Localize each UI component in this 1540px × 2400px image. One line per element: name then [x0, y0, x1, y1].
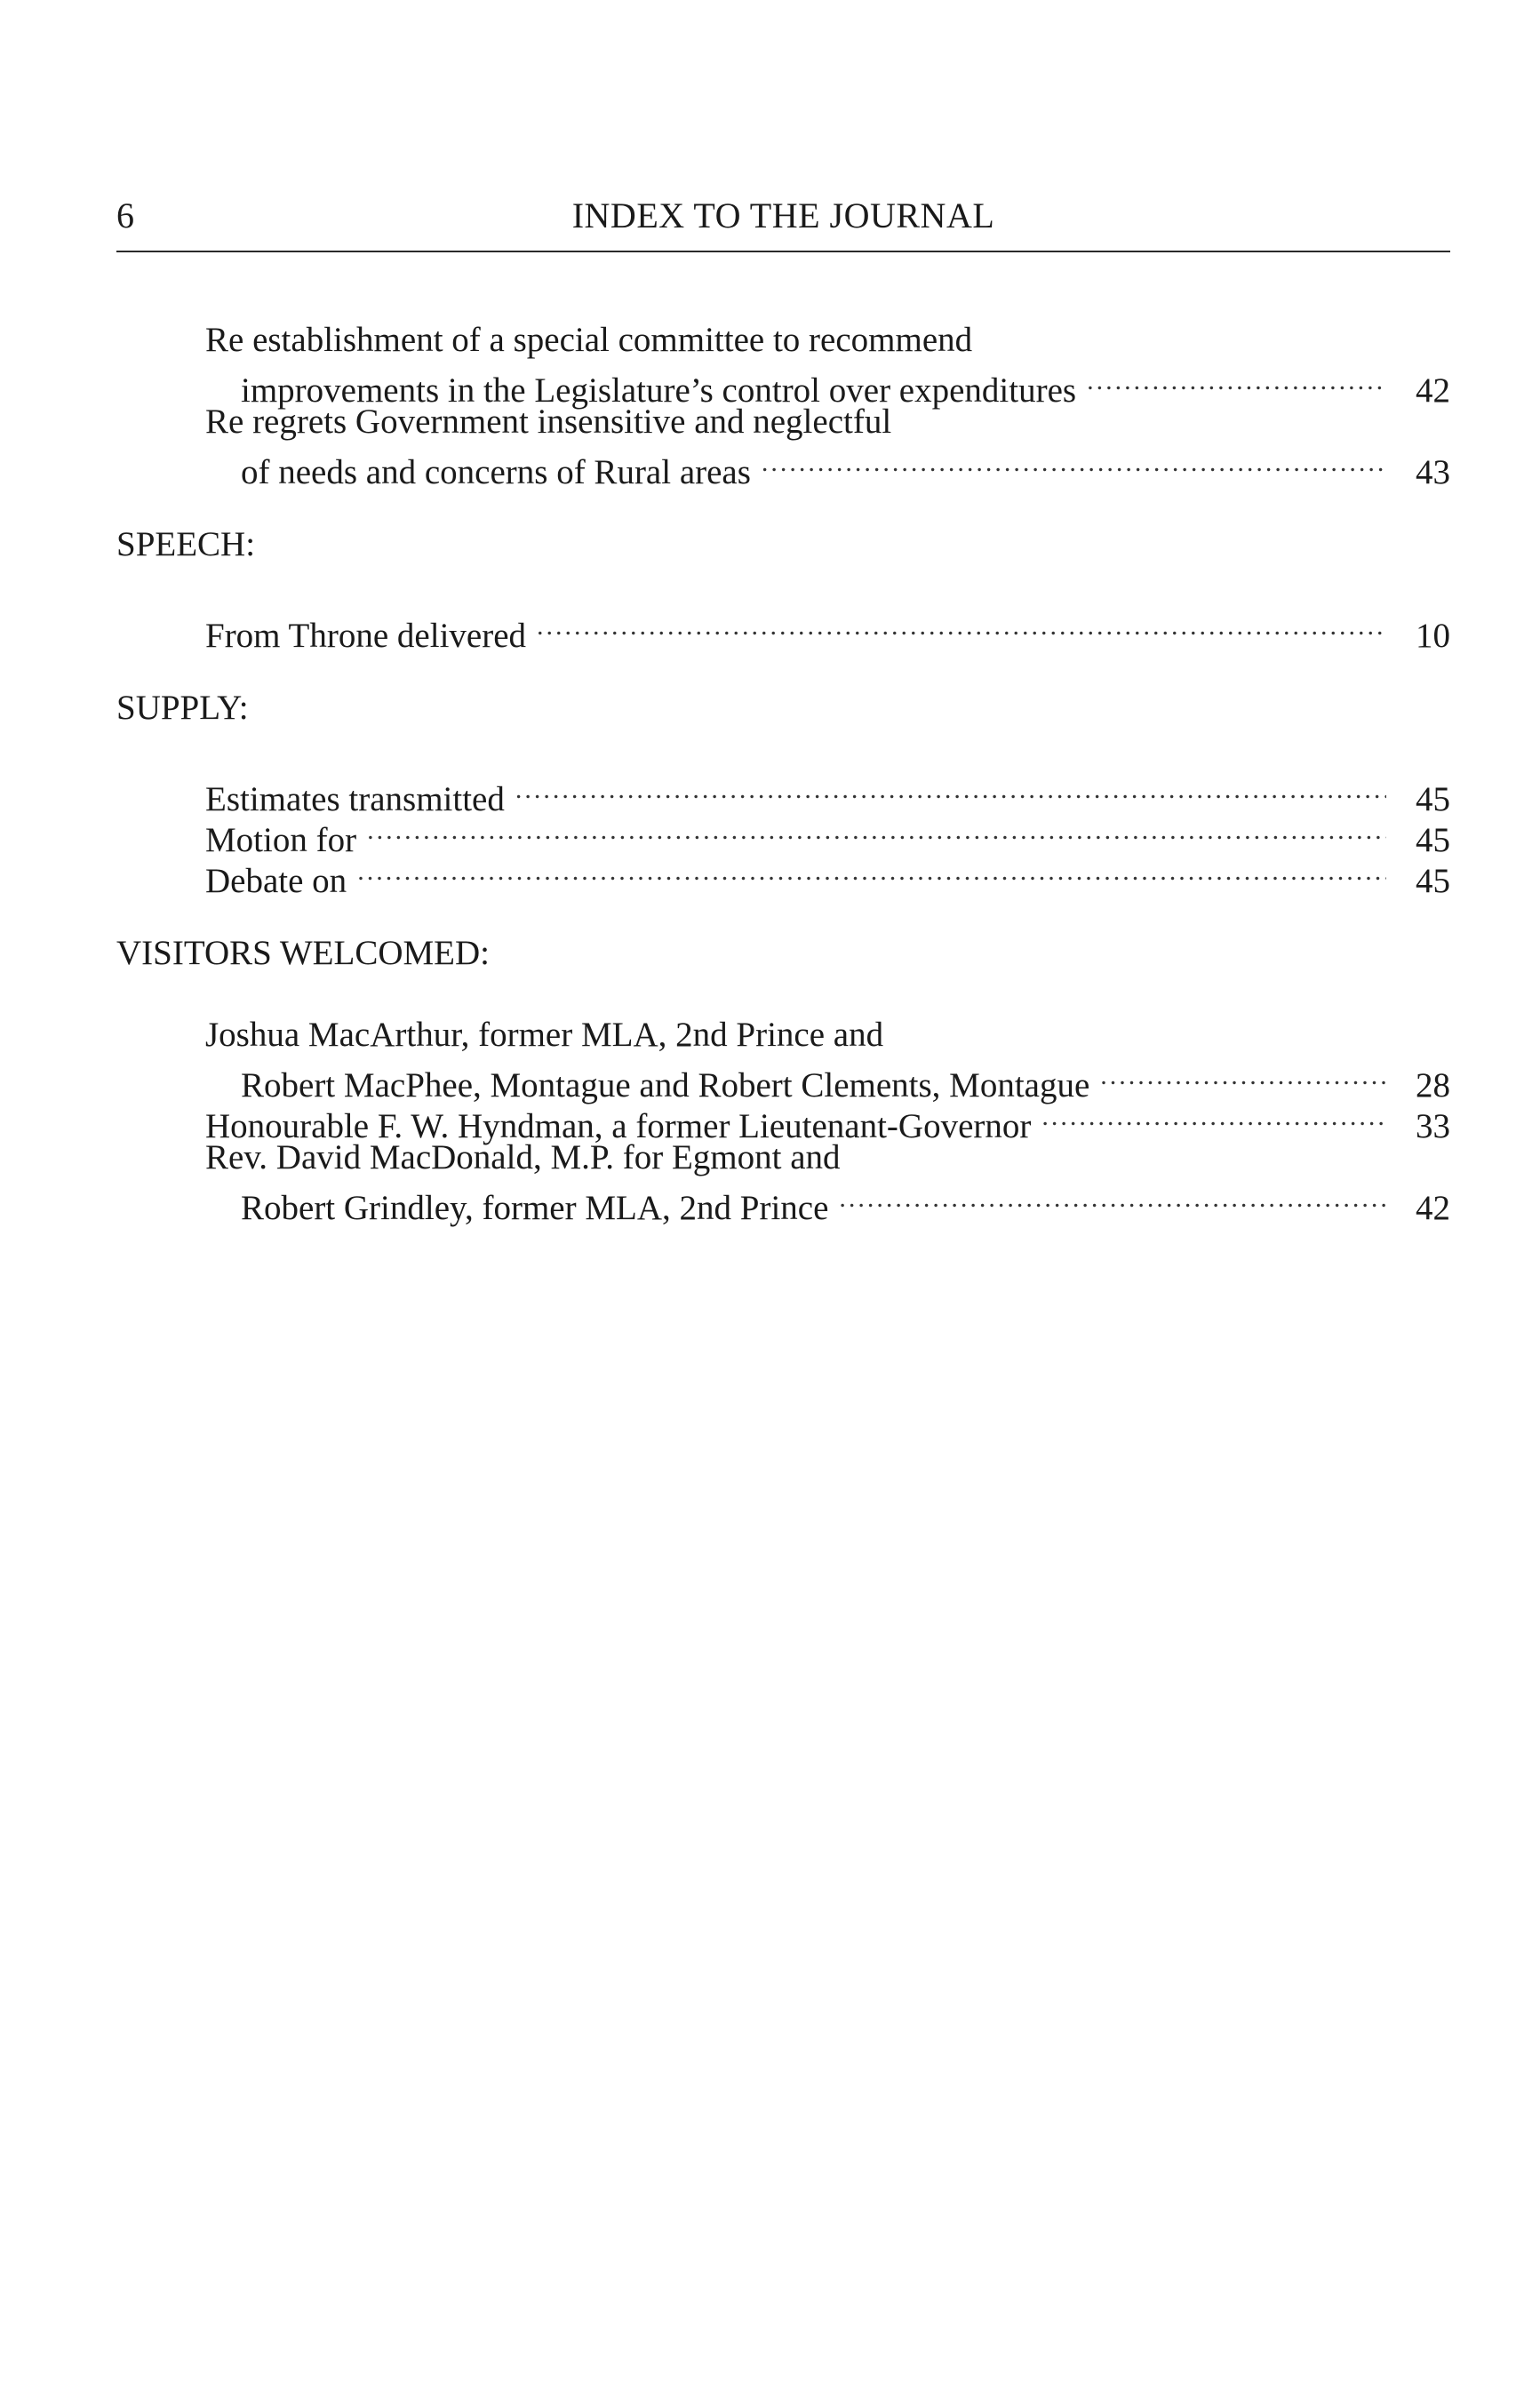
supply-entries [205, 769, 1450, 900]
entry-line: Joshua MacArthur, former MLA, 2nd Prince and [205, 1016, 884, 1054]
speech-section [116, 524, 1450, 655]
entry-line: Re establishment of a special committee to recommend [205, 321, 973, 359]
section-heading: VISITORS WELCOMED: [116, 934, 490, 972]
page-reference: 28 [1416, 1066, 1450, 1104]
entry-text: Robert MacPhee, Montague and Robert Clements, Montague [241, 1066, 1090, 1104]
index-entry [205, 320, 1450, 410]
dot-leader [1041, 1096, 1386, 1137]
supply-section [116, 688, 1450, 900]
dot-leader [367, 810, 1386, 851]
page-reference: 43 [1416, 453, 1450, 491]
dot-leader [839, 1178, 1386, 1219]
entry-text: From Throne delivered [205, 617, 527, 655]
spacer [116, 729, 1450, 769]
index-entry [205, 1015, 1450, 1104]
index-entry [205, 402, 1450, 491]
dot-leader [1087, 361, 1386, 402]
entry-leader-line [205, 769, 1450, 818]
entry-text: improvements in the Legislature’s control over expenditures [241, 371, 1077, 410]
entry-leader-line [205, 851, 1450, 900]
visitors-section [116, 933, 1450, 1227]
running-title: INDEX TO THE JOURNAL [571, 195, 995, 235]
dot-leader [515, 769, 1386, 810]
spacer [116, 565, 1450, 606]
page-reference: 10 [1416, 617, 1450, 655]
entry-text: Estimates transmitted [205, 780, 505, 818]
speech-entries [205, 606, 1450, 655]
dot-leader [1100, 1056, 1386, 1096]
page-header [116, 194, 1450, 238]
page-reference: 42 [1416, 1189, 1450, 1227]
entry-leader-line [205, 606, 1450, 655]
page-reference: 42 [1416, 371, 1450, 410]
entry-text: Motion for [205, 821, 357, 859]
page-reference: 45 [1416, 862, 1450, 900]
page-number: 6 [116, 195, 134, 235]
dot-leader [537, 606, 1386, 647]
entry-text: Honourable F. W. Hyndman, a former Lieutenant-Governor [205, 1107, 1032, 1145]
spacer [116, 974, 1450, 1015]
section-heading: SPEECH: [116, 525, 256, 563]
visitors-entries [205, 1015, 1450, 1227]
page-reference: 45 [1416, 821, 1450, 859]
index-content [116, 320, 1450, 1227]
entry-leader-line [205, 810, 1450, 859]
dot-leader [357, 851, 1386, 892]
page-reference: 33 [1416, 1107, 1450, 1145]
entry-leader-line [205, 361, 1450, 410]
entry-line: Rev. David MacDonald, M.P. for Egmont and [205, 1138, 841, 1176]
motions-section [116, 320, 1450, 491]
entry-text: of needs and concerns of Rural areas [241, 453, 751, 491]
header-rule [116, 251, 1450, 252]
entry-text: Debate on [205, 862, 347, 900]
entry-leader-line [205, 1056, 1450, 1104]
entry-text: Robert Grindley, former MLA, 2nd Prince [241, 1189, 829, 1227]
dot-leader [762, 443, 1386, 483]
motions-entries [205, 320, 1450, 491]
index-entry [205, 1137, 1450, 1227]
section-heading: SUPPLY: [116, 689, 249, 727]
entry-line: Re regrets Government insensitive and neglectful [205, 403, 892, 441]
entry-leader-line [205, 1178, 1450, 1227]
entry-leader-line [205, 443, 1450, 491]
page-reference: 45 [1416, 780, 1450, 818]
